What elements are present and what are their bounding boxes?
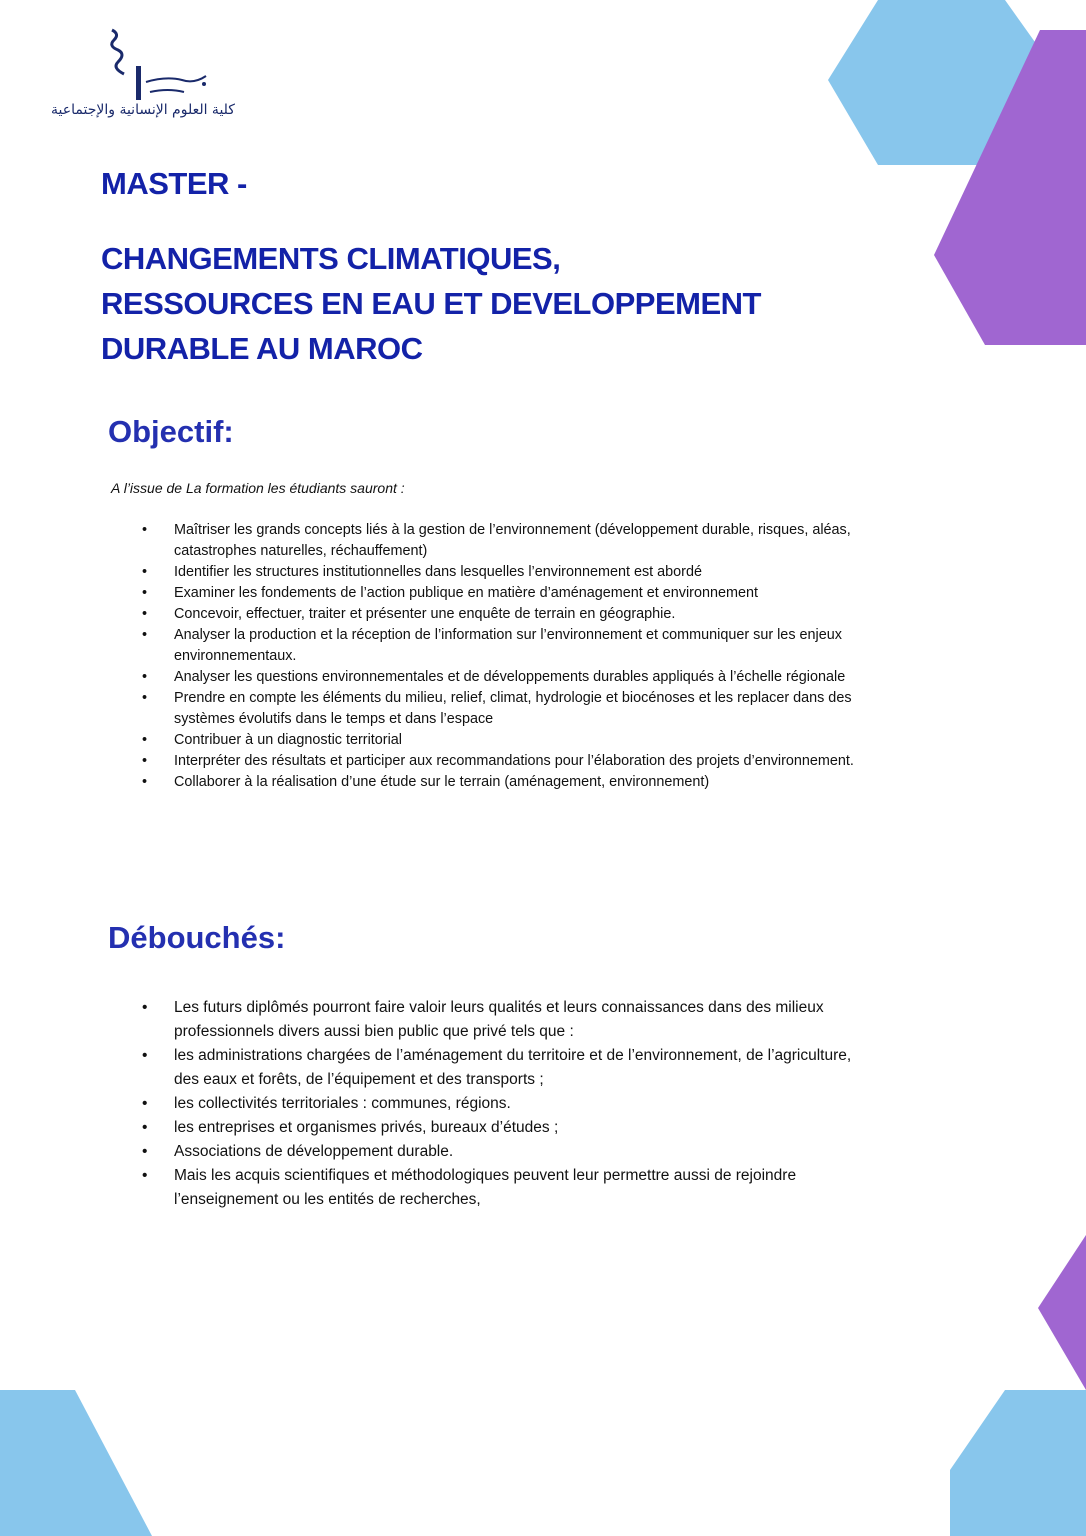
faculty-name: كلية العلوم الإنسانية والإجتماعية — [51, 102, 235, 118]
logo-emblem-icon — [98, 26, 248, 106]
list-item: • Concevoir, effectuer, traiter et présenter une enquête de terrain en géographie. — [140, 604, 874, 625]
title-line: RESSOURCES EN EAU ET DEVELOPPEMENT — [101, 286, 761, 321]
hexagon-light-blue-bottom-right — [950, 1390, 1086, 1536]
debouches-list — [140, 996, 874, 1212]
list-item: • Prendre en compte les éléments du milieu, relief, climat, hydrologie et biocénoses et les replacer dans des systèmes évolutifs dans le temps et dans l’espace — [140, 688, 874, 730]
title-lines — [101, 236, 761, 371]
debouches-heading: Débouchés: — [108, 920, 286, 955]
list-item: • Associations de développement durable. — [140, 1140, 874, 1164]
hexagon-light-blue-top — [828, 0, 1062, 165]
list-item: • Maîtriser les grands concepts liés à la gestion de l’environnement (développement durable, risques, aléas, catastrophes naturelles, réchauffement) — [140, 520, 874, 562]
list-item: • Mais les acquis scientifiques et méthodologiques peuvent leur permettre aussi de rejoindre l’enseignement ou les entités de recherches, — [140, 1164, 874, 1212]
hexagon-light-blue-bottom-left — [0, 1390, 152, 1536]
list-item: • les administrations chargées de l’aménagement du territoire et de l’environnement, de l’agriculture, des eaux et forêts, de l’équipement et des transports ; — [140, 1044, 874, 1092]
faculty-logo — [38, 26, 258, 126]
list-item: • Les futurs diplômés pourront faire valoir leurs qualités et leurs connaissances dans des milieux professionnels divers aussi bien public que privé tels que : — [140, 996, 874, 1044]
title-line: DURABLE AU MAROC — [101, 331, 423, 366]
list-item: • Collaborer à la réalisation d’une étude sur le terrain (aménagement, environnement) — [140, 772, 874, 793]
list-item: • Interpréter des résultats et participer aux recommandations pour l’élaboration des projets d’environnement. — [140, 751, 874, 772]
hexagon-purple-bottom — [1038, 1235, 1086, 1390]
list-item: • Contribuer à un diagnostic territorial — [140, 730, 874, 751]
objectif-intro: A l’issue de La formation les étudiants sauront : — [111, 480, 405, 496]
title-line: CHANGEMENTS CLIMATIQUES, — [101, 241, 561, 276]
list-item: • Analyser les questions environnementales et de développements durables appliqués à l’échelle régionale — [140, 667, 874, 688]
hexagon-purple-top — [934, 30, 1086, 345]
list-item: • les entreprises et organismes privés, bureaux d’études ; — [140, 1116, 874, 1140]
objectif-heading: Objectif: — [108, 414, 234, 449]
list-item: • Identifier les structures institutionnelles dans lesquelles l’environnement est abordé — [140, 562, 874, 583]
program-title — [101, 166, 761, 371]
list-item: • Analyser la production et la réception de l’information sur l’environnement et communiquer sur les enjeux environnementaux. — [140, 625, 874, 667]
list-item: • les collectivités territoriales : communes, régions. — [140, 1092, 874, 1116]
master-label: MASTER - — [101, 166, 247, 201]
objectif-list — [140, 520, 874, 793]
list-item: • Examiner les fondements de l’action publique en matière d’aménagement et environnement — [140, 583, 874, 604]
